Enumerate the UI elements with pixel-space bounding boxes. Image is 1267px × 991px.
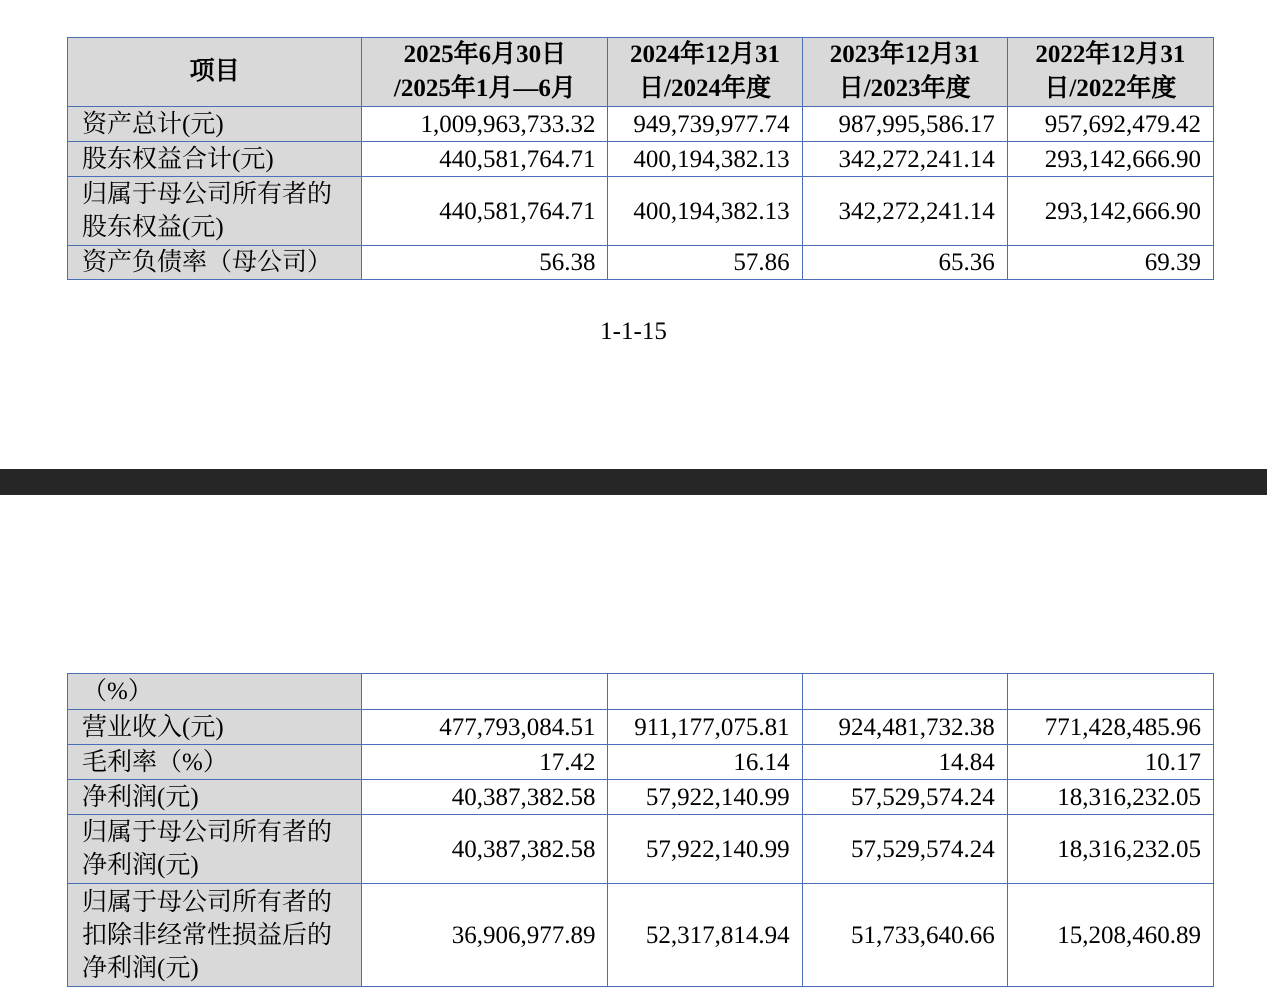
cell-value: 36,906,977.89 (362, 884, 608, 987)
cell-value: 57,922,140.99 (608, 815, 802, 884)
cell-value: 56.38 (362, 246, 608, 280)
cell-value: 69.39 (1007, 246, 1213, 280)
cell-value: 52,317,814.94 (608, 884, 802, 987)
cell-value: 65.36 (802, 246, 1007, 280)
row-label: 资产负债率（母公司） (68, 246, 362, 280)
table-row (68, 884, 1214, 987)
cell-value (802, 674, 1007, 710)
table-row (68, 710, 1214, 745)
cell-value: 10.17 (1007, 745, 1213, 780)
table-row (68, 142, 1214, 177)
cell-value: 57,529,574.24 (802, 815, 1007, 884)
cell-value: 957,692,479.42 (1007, 107, 1213, 142)
cell-value: 400,194,382.13 (608, 177, 802, 246)
cell-value: 949,739,977.74 (608, 107, 802, 142)
cell-value: 40,387,382.58 (362, 815, 608, 884)
cell-value: 57,922,140.99 (608, 780, 802, 815)
cell-value: 987,995,586.17 (802, 107, 1007, 142)
cell-value (1007, 674, 1213, 710)
table-row (68, 246, 1214, 280)
financial-table-bottom (67, 673, 1214, 987)
cell-value: 911,177,075.81 (608, 710, 802, 745)
row-label: 净利润(元) (68, 780, 362, 815)
table-row (68, 780, 1214, 815)
table-row (68, 674, 1214, 710)
row-label: 毛利率（%） (68, 745, 362, 780)
financial-table-top (67, 37, 1214, 280)
row-label: 资产总计(元) (68, 107, 362, 142)
table-row (68, 745, 1214, 780)
page-number: 1-1-15 (600, 318, 667, 345)
cell-value: 51,733,640.66 (802, 884, 1007, 987)
header-item: 项目 (68, 38, 362, 107)
header-2023: 2023年12月31 日/2023年度 (802, 38, 1007, 107)
cell-value: 342,272,241.14 (802, 177, 1007, 246)
row-label: （%） (68, 674, 362, 710)
cell-value: 1,009,963,733.32 (362, 107, 608, 142)
table-row (68, 177, 1214, 246)
row-label: 股东权益合计(元) (68, 142, 362, 177)
cell-value: 400,194,382.13 (608, 142, 802, 177)
cell-value: 57.86 (608, 246, 802, 280)
cell-value: 40,387,382.58 (362, 780, 608, 815)
cell-value (608, 674, 802, 710)
cell-value: 17.42 (362, 745, 608, 780)
row-label: 归属于母公司所有者的净利润(元) (68, 815, 362, 884)
cell-value: 293,142,666.90 (1007, 177, 1213, 246)
cell-value: 440,581,764.71 (362, 142, 608, 177)
cell-value: 57,529,574.24 (802, 780, 1007, 815)
cell-value: 293,142,666.90 (1007, 142, 1213, 177)
cell-value: 342,272,241.14 (802, 142, 1007, 177)
table-header-row (68, 38, 1214, 107)
cell-value: 18,316,232.05 (1007, 815, 1213, 884)
cell-value: 15,208,460.89 (1007, 884, 1213, 987)
header-2024: 2024年12月31 日/2024年度 (608, 38, 802, 107)
row-label: 营业收入(元) (68, 710, 362, 745)
table-row (68, 107, 1214, 142)
cell-value (362, 674, 608, 710)
cell-value: 924,481,732.38 (802, 710, 1007, 745)
header-2022: 2022年12月31 日/2022年度 (1007, 38, 1213, 107)
header-2025-h1: 2025年6月30日 /2025年1月—6月 (362, 38, 608, 107)
cell-value: 16.14 (608, 745, 802, 780)
row-label: 归属于母公司所有者的股东权益(元) (68, 177, 362, 246)
cell-value: 771,428,485.96 (1007, 710, 1213, 745)
cell-value: 477,793,084.51 (362, 710, 608, 745)
cell-value: 14.84 (802, 745, 1007, 780)
cell-value: 440,581,764.71 (362, 177, 608, 246)
table-row (68, 815, 1214, 884)
row-label: 归属于母公司所有者的扣除非经常性损益后的净利润(元) (68, 884, 362, 987)
page-divider (0, 469, 1267, 495)
cell-value: 18,316,232.05 (1007, 780, 1213, 815)
